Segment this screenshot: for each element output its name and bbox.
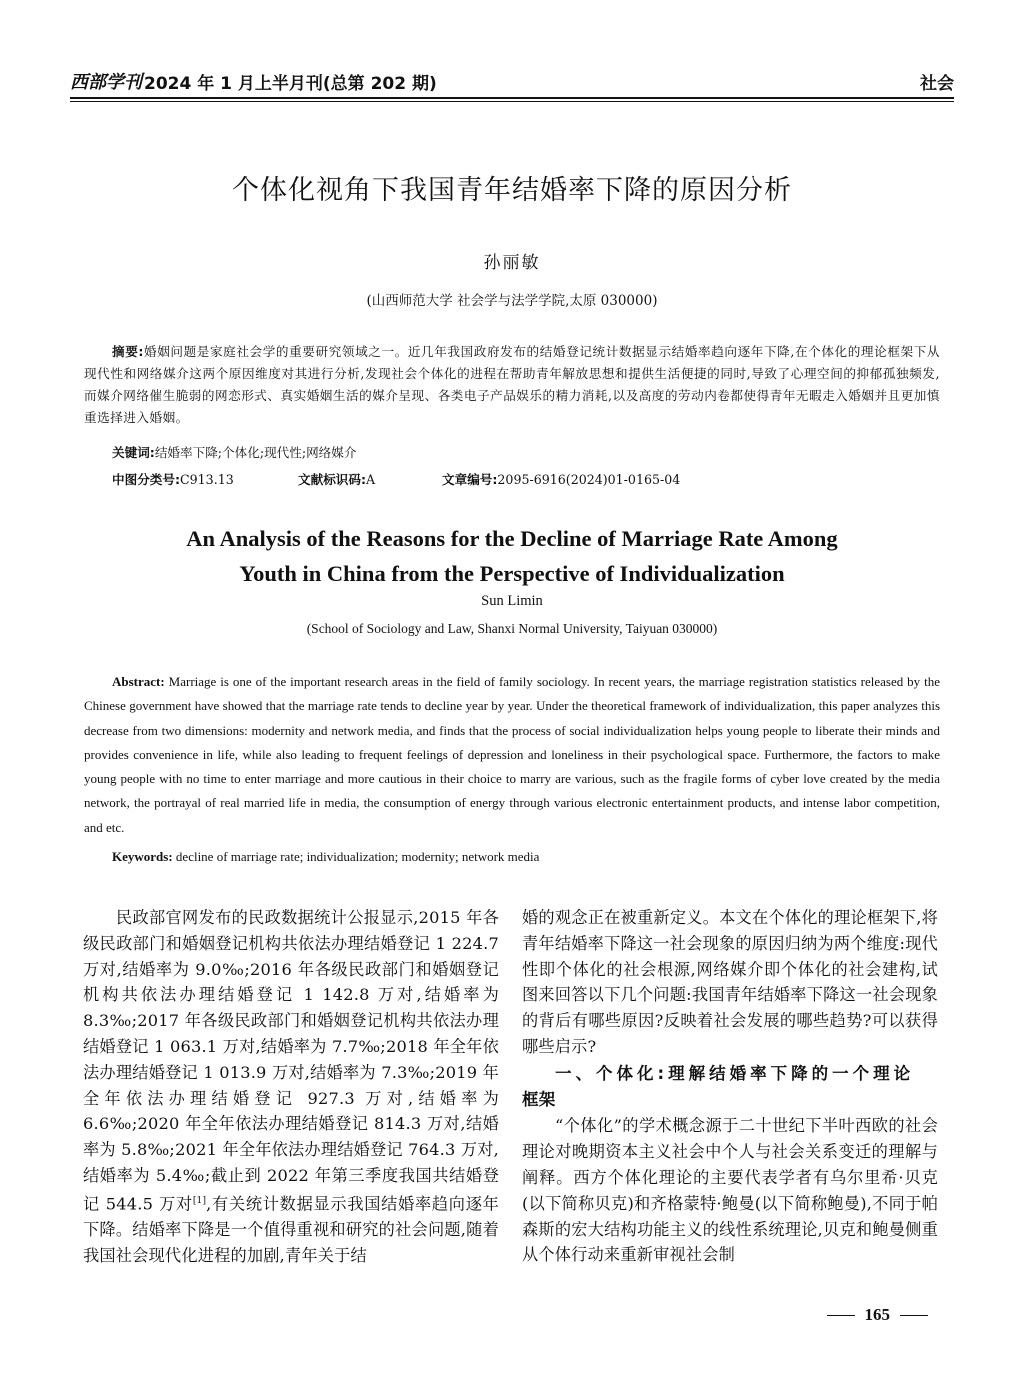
section-name: 社会 bbox=[920, 74, 954, 94]
body-paragraph-1-continued: 婚的观念正在被重新定义。本文在个体化的理论框架下,将青年结婚率下降这一社会现象的原因归纳为两个维度:现代性即个体化的社会根源,网络媒介即个体化的社会建构,试图来回答以下几个问题:我国青年结婚率下降这一社会现象的背后有哪些原因?反映着社会发展的哪些趋势?可以获得哪些启示? bbox=[522, 908, 938, 1056]
title-en-line-2: Youth in China from the Perspective of Individualization bbox=[239, 561, 785, 586]
keywords-en bbox=[112, 849, 539, 865]
classification-row bbox=[112, 469, 812, 488]
article-label: 文章编号: bbox=[442, 472, 498, 487]
author-cn: 孙丽敏 bbox=[483, 253, 541, 273]
abstract-en-text: Marriage is one of the important research areas in the field of family sociology. In recent years, the marriage registration statistics released by the Chinese government have showed that the marriage rate tends to decline year by year. Under the theoretical framework of individualization, this paper analyzes this decrease from two dimensions: modernity and network media, and finds that the process of social individualization helps young people to liberate their minds and provides convenience in life, while also leading to frequent feelings of depression and loneliness in their psychological space. Furthermore, the factors to make young people with no time to enter marriage and more cautious in their choice to marry are various, such as the fragile forms of cyber love created by the media network, the portrayal of real married life in media, the consumption of energy through various electronic entertainment products, and intense labor competition, and etc. bbox=[84, 674, 941, 835]
section-heading-1-line-2: 框架 bbox=[522, 1089, 556, 1109]
page-number bbox=[827, 1305, 929, 1325]
keywords-en-text: decline of marriage rate; individualization; modernity; network media bbox=[175, 849, 540, 864]
header-rule-thin bbox=[70, 101, 954, 102]
doc-code bbox=[298, 469, 442, 488]
body-paragraph-1 bbox=[83, 905, 499, 1269]
page-number-value: 165 bbox=[864, 1305, 890, 1324]
abstract-en bbox=[84, 670, 940, 840]
clc-label: 中图分类号: bbox=[112, 472, 181, 487]
doc-label: 文献标识码: bbox=[298, 472, 367, 487]
header-left bbox=[70, 68, 437, 94]
article-title-en bbox=[0, 521, 1024, 591]
running-header bbox=[70, 70, 954, 94]
keywords-cn-label: 关键词: bbox=[112, 445, 155, 460]
abstract-cn-label: 摘要: bbox=[112, 344, 144, 359]
clc-code bbox=[112, 469, 298, 488]
doc-value: A bbox=[366, 472, 376, 487]
issue-info: 2024 年 1 月上半月刊(总第 202 期) bbox=[144, 74, 437, 94]
article-number bbox=[442, 469, 680, 488]
keywords-cn bbox=[112, 442, 356, 461]
abstract-cn-text: 婚姻问题是家庭社会学的重要研究领域之一。近几年我国政府发布的结婚登记统计数据显示结婚率趋向逐年下降,在个体化的理论框架下从现代性和网络媒介这两个原因维度对其进行分析,发现社会个体化的进程在帮助青年解放思想和提供生活便捷的同时,导致了心理空间的抑郁孤独频发,而媒介网络催生脆弱的网恋形式、真实婚姻生活的媒介呈现、各类电子产品娱乐的精力消耗,以及高度的劳动内卷都使得青年无暇走入婚姻并且更加慎重选择进入婚姻。 bbox=[84, 344, 940, 425]
section-heading-1-line-1: 一、个体化:理解结婚率下降的一个理论 bbox=[555, 1063, 915, 1083]
section-heading-1 bbox=[522, 1061, 938, 1113]
keywords-en-label: Keywords: bbox=[112, 849, 173, 864]
body-p1-text-a: 民政部官网发布的民政数据统计公报显示,2015 年各级民政部门和婚姻登记机构共依法办理结婚登记 1 224.7 万对,结婚率为 9.0‰;2016 年各级民政部门和婚姻登记机构共依法办理结婚登记 1 142.8 万对,结婚率为 8.3‰;2017 年各级民政部门和婚姻登记机构共依法办理结婚登记 1 063.1 万对,结婚率为 7.7‰;2018 年全年依法办理结婚登记 1 013.9 万对,结婚率为 7.3‰;2019 年全年依法办理结婚登记 927.3 万对,结婚率为 6.6‰;2020 年全年依法办理结婚登记 814.3 万对,结婚率为 5.8‰;2021 年全年依法办理结婚登记 764.3 万对,结婚率为 5.4‰;截止到 2022 年第三季度我国共结婚登记 544.5 万对 bbox=[83, 908, 499, 1214]
abstract-cn bbox=[84, 341, 940, 429]
journal-logo: 西部学刊 bbox=[70, 72, 142, 93]
abstract-en-label: Abstract: bbox=[112, 674, 165, 689]
article-value: 2095-6916(2024)01-0165-04 bbox=[497, 472, 681, 487]
page-number-dash-right bbox=[900, 1315, 928, 1316]
body-p1-text-b: ,有关统计数据显示我国结婚率趋向逐年下降。结婚率下降是一个值得重视和研究的社会问题,随着我国社会现代化进程的加剧,青年关于结 bbox=[83, 1194, 499, 1265]
header-rule-thick bbox=[70, 97, 954, 99]
affiliation-en: (School of Sociology and Law, Shanxi Normal University, Taiyuan 030000) bbox=[306, 621, 718, 636]
body-column-left bbox=[83, 905, 499, 1269]
clc-value: C913.13 bbox=[180, 472, 234, 487]
affiliation-cn: (山西师范大学 社会学与法学学院,太原 030000) bbox=[366, 293, 658, 309]
body-paragraph-2: “个体化”的学术概念源于二十世纪下半叶西欧的社会理论对晚期资本主义社会中个人与社会关系变迁的理解与阐释。西方个体化理论的主要代表学者有乌尔里希·贝克(以下简称贝克)和齐格蒙特·鲍曼(以下简称鲍曼),不同于帕森斯的宏大结构功能主义的线性系统理论,贝克和鲍曼侧重从个体行动来重新审视社会制 bbox=[522, 1116, 938, 1265]
body-column-right bbox=[522, 905, 938, 1268]
keywords-cn-text: 结婚率下降;个体化;现代性;网络媒介 bbox=[154, 445, 357, 460]
author-en: Sun Limin bbox=[481, 593, 543, 609]
article-title-cn: 个体化视角下我国青年结婚率下降的原因分析 bbox=[232, 175, 792, 206]
page-number-dash-left bbox=[827, 1315, 855, 1316]
title-en-line-1: An Analysis of the Reasons for the Decline of Marriage Rate Among bbox=[186, 526, 838, 551]
citation-ref: [1] bbox=[192, 1195, 207, 1206]
